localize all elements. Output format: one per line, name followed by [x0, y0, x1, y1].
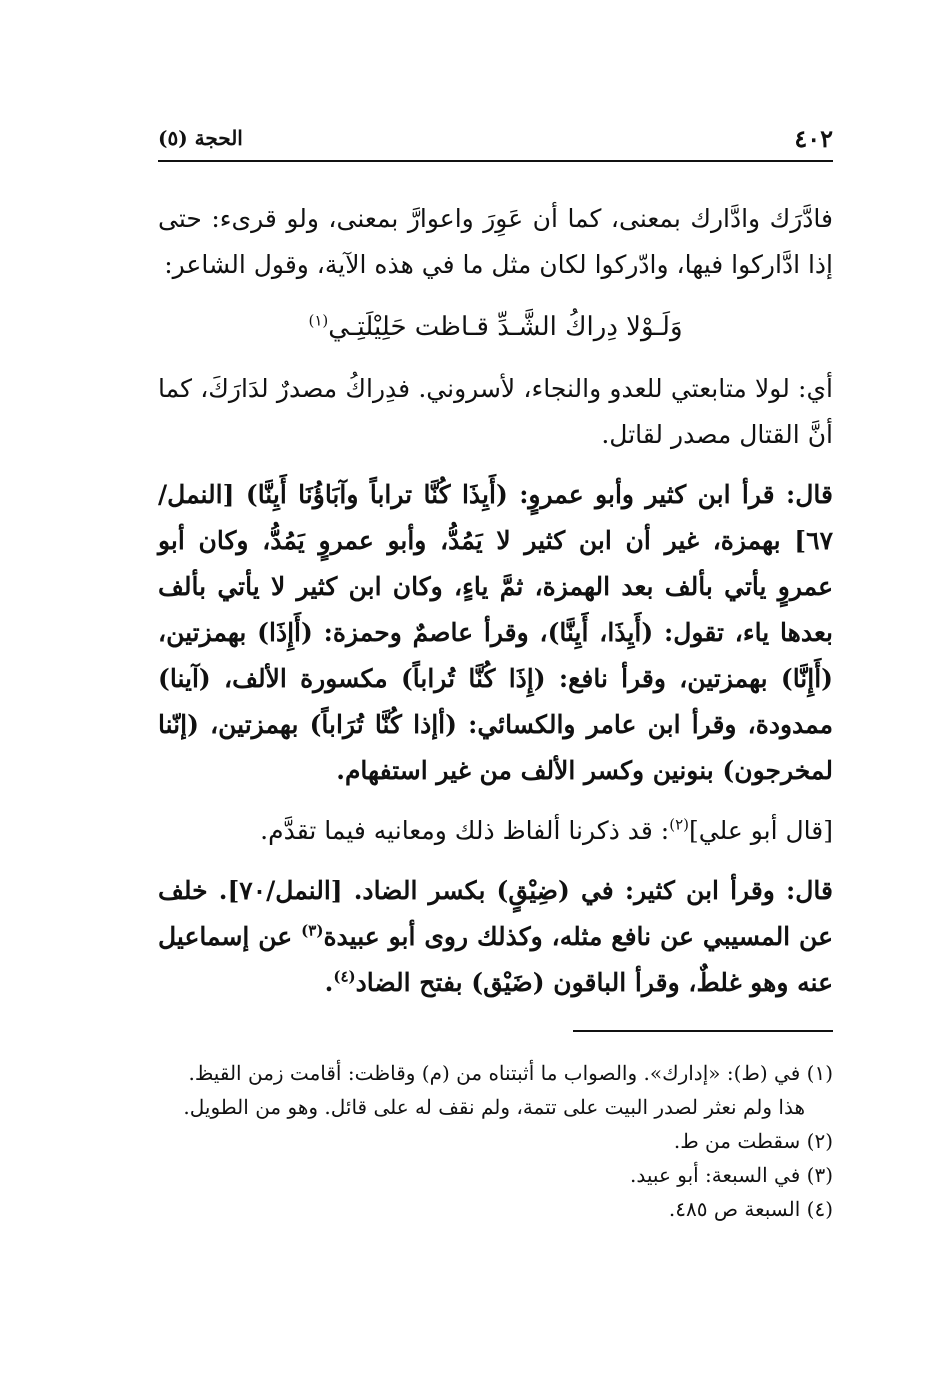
header-divider: [158, 160, 833, 162]
footnote-1-continued: هذا ولم نعثر لصدر البيت على تتمة، ولم نقف له على قائل. وهو من الطويل.: [183, 1095, 805, 1119]
page-number: ٤٠٢: [794, 124, 833, 153]
paragraph-5: [158, 868, 833, 1006]
paragraph-4: [158, 808, 833, 854]
paragraph-1: [158, 196, 833, 288]
paragraph-4-text: : قد ذكرنا ألفاظ ذلك ومعانيه فيما تقدَّم.: [260, 816, 670, 845]
footnote-2: (٢) سقطت من ط.: [673, 1129, 833, 1153]
paragraph-5-end: .: [324, 968, 334, 997]
page-header: [158, 118, 833, 158]
paragraph-3-text: قال: قرأ ابن كثير وأبو عمروٍ: (أَيِذَا كُنَّا تراباً وآبَاؤُنَا أَيِنَّا) [النمل/٦٧] بهمزة، غير أن ابن كثير لا يَمُدُّ، وأبو عمروٍ يَمُدُّ، وكان أبو عمروٍ يأتي بألف بعد الهمزة، ثمَّ ياءٍ، وكان ابن كثير لا يأتي بألف بعدها ياء، تقول: (أَيِذَا، أَيِنَّا)، وقرأ عاصمٌ وحمزة: (أَإِذَا) بهمزتين، (أَإِنَّا) بهمزتين، وقرأ نافع: (إِذَا كُنَّا تُراباً) مكسورة الألف، (آينا) ممدودة، وقرأ ابن عامر والكسائي: (أإذا كُنَّا تُرَاباً) بهمزتين، (إنّنا لمخرجون) بنونين وكسر الألف من غير استفهام.: [158, 480, 833, 785]
footnote-ref-4: (٤): [333, 967, 356, 986]
poetry-verse: [158, 302, 833, 352]
paragraph-5-text-a: قال: وقرأ ابن كثير: في (ضِيْقٍ) بكسر الضاد. [النمل/٧٠]. خلف عن المسيبي عن نافع مثله، وكذلك روى أبو عبيدة: [158, 876, 833, 951]
running-title: الحجة (٥): [158, 126, 243, 150]
footnote-ref-1: (١): [308, 311, 329, 330]
footnotes: [158, 1056, 833, 1226]
footnote-1: (١) في (ط): «إدارك». والصواب ما أثبتناه من (م) وقاظت: أقامت زمن القيظ.: [188, 1061, 833, 1085]
footnote-divider: [573, 1030, 833, 1032]
paragraph-3: [158, 472, 833, 794]
footnote-ref-3: (٣): [301, 921, 324, 940]
footnote-ref-2: (٢): [669, 815, 690, 834]
paragraph-1-text: فادَّرَك وادَّارك بمعنى، كما أن عَوِرَ واعوارَّ بمعنى، ولو قرىء: حتى إذا ادَّاركوا فيها، وادّركوا لكان مثل ما في هذه الآية، وقول الشاعر:: [158, 204, 833, 279]
paragraph-2: [158, 366, 833, 458]
paragraph-5-text-b: عن إسماعيل عنه وهو غلطٌ، وقرأ الباقون (ضَيْق) بفتح الضاد: [158, 922, 833, 997]
paragraph-4-lead: [قال أبو علي]: [689, 816, 833, 845]
paragraph-2-text: أي: لولا متابعتي للعدو والنجاء، لأسروني. فدِراكُ مصدرٌ لدَارَكَ، كما أنَّ القتال مصدر لقاتل.: [158, 374, 833, 449]
verse-text: وَلَـوْلا دِراكُ الشَّـدِّ قـاظت حَلِيْلَتِـي: [328, 312, 683, 342]
main-text: [158, 196, 833, 1020]
footnote-3: (٣) في السبعة: أبو عبيد.: [630, 1163, 833, 1187]
footnote-4: (٤) السبعة ص ٤٨٥.: [668, 1197, 833, 1221]
